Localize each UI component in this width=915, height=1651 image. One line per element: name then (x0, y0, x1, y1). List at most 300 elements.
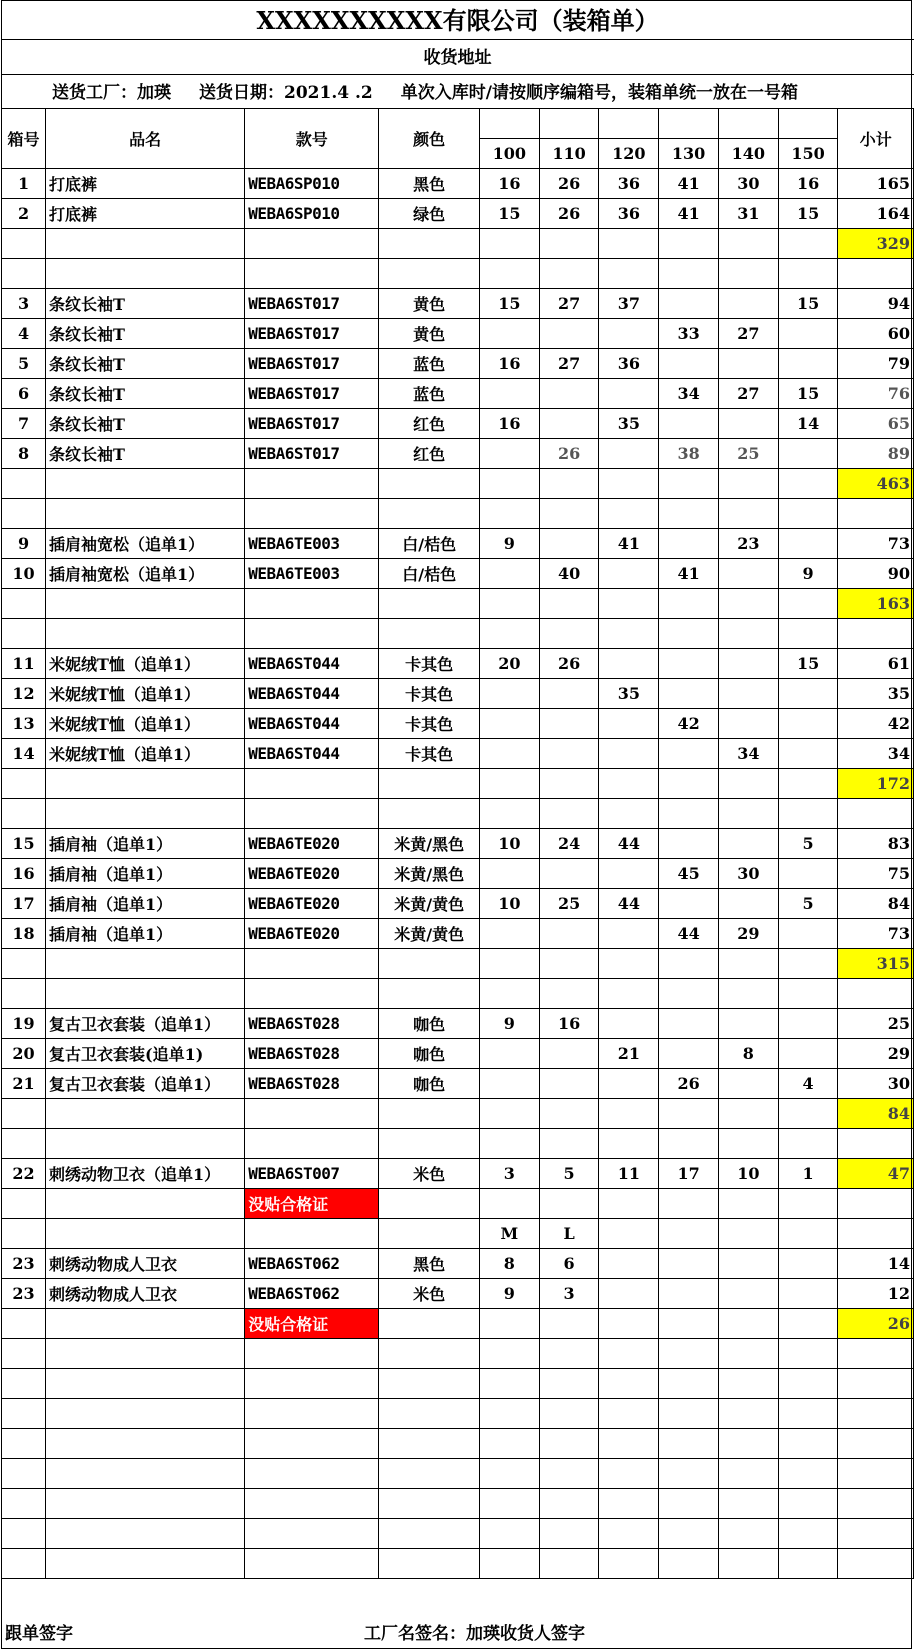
empty-cell (245, 619, 379, 649)
empty-cell (718, 1519, 778, 1549)
color-name: 卡其色 (379, 649, 480, 679)
size-qty: 27 (539, 289, 599, 319)
box-number: 18 (2, 919, 46, 949)
color-name: 咖色 (379, 1009, 480, 1039)
color-name: 米黄/黑色 (379, 829, 480, 859)
row-subtotal: 60 (838, 319, 914, 349)
empty-cell (539, 1099, 599, 1129)
empty-cell (46, 619, 245, 649)
size-qty (659, 649, 719, 679)
empty-cell (479, 1369, 539, 1399)
size-qty (659, 529, 719, 559)
size-qty (599, 439, 659, 469)
total-row (2, 1099, 914, 1129)
size-qty (778, 1009, 838, 1039)
empty-cell (479, 1339, 539, 1369)
size-qty: 17 (659, 1159, 719, 1189)
style-code: WEBA6ST017 (245, 289, 379, 319)
empty-cell (2, 1099, 46, 1129)
style-code: WEBA6ST007 (245, 1159, 379, 1189)
style-code: WEBA6ST017 (245, 349, 379, 379)
box-number: 8 (2, 439, 46, 469)
product-name: 条纹长袖T (46, 349, 245, 379)
size-qty (778, 679, 838, 709)
empty-cell (778, 1309, 838, 1339)
size-qty (778, 859, 838, 889)
empty-cell (539, 1399, 599, 1429)
group-total: 84 (838, 1099, 914, 1129)
size-qty (599, 709, 659, 739)
row-subtotal: 61 (838, 649, 914, 679)
empty-cell (838, 1339, 914, 1369)
group-total: 26 (838, 1309, 914, 1339)
col-product: 品名 (46, 109, 245, 169)
row-subtotal: 65 (838, 409, 914, 439)
table-row (2, 1279, 914, 1309)
header-row (2, 109, 914, 139)
color-name: 红色 (379, 409, 480, 439)
empty-cell (46, 1369, 245, 1399)
empty-cell (46, 1219, 245, 1249)
table-row (2, 709, 914, 739)
table-row (2, 349, 914, 379)
size-header: 150 (778, 139, 838, 169)
size-qty: 11 (599, 1159, 659, 1189)
empty-cell (599, 589, 659, 619)
size-qty (599, 919, 659, 949)
size-qty: 33 (659, 319, 719, 349)
warn_total-row (2, 1309, 914, 1339)
size-qty: 9 (479, 1279, 539, 1309)
empty-cell (479, 469, 539, 499)
row-subtotal: 76 (838, 379, 914, 409)
empty-cell (46, 1129, 245, 1159)
empty-cell (718, 469, 778, 499)
empty-cell (479, 799, 539, 829)
size-qty (718, 709, 778, 739)
style-code: WEBA6TE003 (245, 529, 379, 559)
packing-note: 单次入库时/请按顺序编箱号，装箱单统一放在一号箱 (400, 83, 798, 103)
delivery-info-line (52, 78, 915, 108)
empty-cell (379, 1309, 480, 1339)
color-name: 卡其色 (379, 709, 480, 739)
empty-cell (778, 799, 838, 829)
empty-cell (659, 469, 719, 499)
empty-cell (539, 469, 599, 499)
empty-cell (2, 499, 46, 529)
size-header (599, 1219, 659, 1249)
style-code: WEBA6ST028 (245, 1069, 379, 1099)
empty-cell (46, 1549, 245, 1579)
size-qty (479, 1069, 539, 1099)
product-name: 插肩袖（追单1） (46, 919, 245, 949)
color-name: 黑色 (379, 1249, 480, 1279)
box-number: 1 (2, 169, 46, 199)
empty-cell (245, 1489, 379, 1519)
empty-cell (599, 1129, 659, 1159)
row-subtotal: 79 (838, 349, 914, 379)
size-qty: 42 (659, 709, 719, 739)
product-name: 插肩袖宽松（追单1） (46, 559, 245, 589)
size-qty: 6 (539, 1249, 599, 1279)
size-qty: 25 (539, 889, 599, 919)
empty-cell (479, 1189, 539, 1219)
size-qty (599, 379, 659, 409)
empty-cell (2, 1369, 46, 1399)
empty-cell (46, 1339, 245, 1369)
empty-cell (838, 1519, 914, 1549)
size-qty (718, 1069, 778, 1099)
table-row (2, 169, 914, 199)
document-title: XXXXXXXXXX有限公司（装箱单） (256, 6, 659, 35)
product-name: 打底裤 (46, 169, 245, 199)
product-name: 复古卫衣套装(追单1) (46, 1039, 245, 1069)
row-subtotal: 84 (838, 889, 914, 919)
size-qty (599, 1279, 659, 1309)
size-qty: 36 (599, 199, 659, 229)
product-name: 米妮绒T恤（追单1） (46, 679, 245, 709)
size-qty: 21 (599, 1039, 659, 1069)
size-qty: 10 (479, 889, 539, 919)
empty-cell (479, 1129, 539, 1159)
size-qty: 34 (659, 379, 719, 409)
style-code: WEBA6SP010 (245, 169, 379, 199)
empty-cell (46, 799, 245, 829)
empty-cell (718, 229, 778, 259)
size-qty: 27 (539, 349, 599, 379)
size-qty: 16 (539, 1009, 599, 1039)
box-number: 6 (2, 379, 46, 409)
size-qty (778, 349, 838, 379)
empty-cell (2, 1399, 46, 1429)
empty-cell (718, 1129, 778, 1159)
size-qty: 44 (599, 829, 659, 859)
empty-cell (539, 1489, 599, 1519)
empty-cell (599, 469, 659, 499)
empty-cell (778, 589, 838, 619)
size-qty: 26 (659, 1069, 719, 1099)
empty-cell (659, 949, 719, 979)
empty-cell (838, 1369, 914, 1399)
empty-cell (718, 259, 778, 289)
size-group-cell (659, 109, 719, 139)
size-qty (479, 919, 539, 949)
size-qty (479, 439, 539, 469)
table-row (2, 919, 914, 949)
empty-cell (46, 1099, 245, 1129)
size-qty (718, 1249, 778, 1279)
follow-signature-label: 跟单签字 (5, 1624, 73, 1644)
box-number: 15 (2, 829, 46, 859)
empty-cell (718, 1549, 778, 1579)
empty-cell (2, 1489, 46, 1519)
box-number: 11 (2, 649, 46, 679)
empty-cell (838, 1189, 914, 1219)
empty-cell (778, 1459, 838, 1489)
empty-cell (2, 589, 46, 619)
empty-cell (659, 1429, 719, 1459)
empty-cell (379, 979, 480, 1009)
empty-cell (778, 1549, 838, 1579)
size-qty (718, 1279, 778, 1309)
empty-cell (539, 589, 599, 619)
empty-cell (379, 229, 480, 259)
size-qty (778, 1039, 838, 1069)
empty-cell (539, 1189, 599, 1219)
row-subtotal: 75 (838, 859, 914, 889)
size-qty (659, 889, 719, 919)
empty-cell (2, 979, 46, 1009)
empty-cell (46, 259, 245, 289)
size-qty (718, 679, 778, 709)
empty-cell (245, 499, 379, 529)
color-name: 卡其色 (379, 739, 480, 769)
empty-cell (718, 1459, 778, 1489)
empty-cell (778, 469, 838, 499)
style-code: WEBA6SP010 (245, 199, 379, 229)
product-name: 复古卫衣套装（追单1） (46, 1069, 245, 1099)
empty-cell (718, 1099, 778, 1129)
box-number: 12 (2, 679, 46, 709)
size-qty: 15 (479, 199, 539, 229)
size-qty: 16 (479, 409, 539, 439)
empty-cell (539, 769, 599, 799)
empty-cell (838, 499, 914, 529)
row-subtotal: 29 (838, 1039, 914, 1069)
size-qty: 4 (778, 1069, 838, 1099)
row-subtotal: 90 (838, 559, 914, 589)
row-subtotal: 89 (838, 439, 914, 469)
empty-cell (2, 229, 46, 259)
size-qty (718, 1009, 778, 1039)
row-subtotal: 42 (838, 709, 914, 739)
product-name: 插肩袖（追单1） (46, 889, 245, 919)
empty-cell (2, 1219, 46, 1249)
empty-cell (838, 979, 914, 1009)
size-header: L (539, 1219, 599, 1249)
color-name: 白/桔色 (379, 529, 480, 559)
box-number: 10 (2, 559, 46, 589)
empty-cell (718, 1399, 778, 1429)
empty-cell (718, 1369, 778, 1399)
row-subtotal: 30 (838, 1069, 914, 1099)
empty-cell (245, 259, 379, 289)
size-qty: 36 (599, 349, 659, 379)
size-qty (599, 1249, 659, 1279)
size-qty: 5 (778, 889, 838, 919)
size-qty: 1 (778, 1159, 838, 1189)
empty-cell (838, 1129, 914, 1159)
size-qty (659, 1249, 719, 1279)
empty-cell (379, 1489, 480, 1519)
size-qty (778, 1249, 838, 1279)
size-qty: 20 (479, 649, 539, 679)
empty-cell (539, 1339, 599, 1369)
size-qty: 26 (539, 169, 599, 199)
empty-cell (2, 619, 46, 649)
empty-cell (46, 1189, 245, 1219)
size-qty: 40 (539, 559, 599, 589)
size-qty (718, 829, 778, 859)
empty-cell (479, 979, 539, 1009)
size-qty: 41 (659, 169, 719, 199)
size-qty (659, 1009, 719, 1039)
empty-cell (778, 1399, 838, 1429)
size-qty: 26 (539, 649, 599, 679)
style-code: WEBA6ST044 (245, 679, 379, 709)
empty-cell (778, 949, 838, 979)
empty-cell (599, 1489, 659, 1519)
col-style-no: 款号 (245, 109, 379, 169)
color-name: 米黄/黑色 (379, 859, 480, 889)
table-row (2, 1009, 914, 1039)
empty-cell (718, 619, 778, 649)
color-name: 米黄/黄色 (379, 919, 480, 949)
product-name: 条纹长袖T (46, 379, 245, 409)
empty-cell (659, 799, 719, 829)
size-qty: 15 (778, 199, 838, 229)
size-qty (778, 529, 838, 559)
empty-cell (778, 229, 838, 259)
size-qty (778, 439, 838, 469)
box-number: 22 (2, 1159, 46, 1189)
empty-cell (659, 619, 719, 649)
empty-cell (599, 1519, 659, 1549)
row-subtotal: 12 (838, 1279, 914, 1309)
size-qty: 3 (479, 1159, 539, 1189)
empty-cell (718, 1429, 778, 1459)
size-qty: 29 (718, 919, 778, 949)
size-qty: 44 (599, 889, 659, 919)
empty-cell (245, 1519, 379, 1549)
empty-cell (479, 1489, 539, 1519)
color-name: 咖色 (379, 1039, 480, 1069)
empty-cell (539, 619, 599, 649)
box-number: 13 (2, 709, 46, 739)
size-qty: 15 (778, 379, 838, 409)
size-header: 100 (479, 139, 539, 169)
empty-cell (2, 469, 46, 499)
style-code: WEBA6ST017 (245, 319, 379, 349)
empty-cell (379, 1429, 480, 1459)
empty-cell (46, 1519, 245, 1549)
empty-cell (245, 799, 379, 829)
box-number: 23 (2, 1279, 46, 1309)
empty-cell (599, 1429, 659, 1459)
group-total: 315 (838, 949, 914, 979)
size-qty: 8 (479, 1249, 539, 1279)
size-qty: 14 (778, 409, 838, 439)
empty-cell (838, 259, 914, 289)
blank-row (2, 979, 914, 1009)
size-qty (599, 1069, 659, 1099)
empty-cell (2, 1459, 46, 1489)
empty-cell (718, 979, 778, 1009)
product-name: 条纹长袖T (46, 289, 245, 319)
empty-cell (379, 1099, 480, 1129)
blank-row (2, 259, 914, 289)
size-qty (718, 649, 778, 679)
style-code: WEBA6ST028 (245, 1039, 379, 1069)
color-name: 米色 (379, 1279, 480, 1309)
empty-cell (245, 1549, 379, 1579)
empty-cell (539, 229, 599, 259)
size-qty: 37 (599, 289, 659, 319)
empty-cell (659, 1399, 719, 1429)
size-qty (479, 679, 539, 709)
row-subtotal: 34 (838, 739, 914, 769)
empty-cell (718, 949, 778, 979)
size-qty: 15 (778, 289, 838, 319)
table-row (2, 859, 914, 889)
row-subtotal: 47 (838, 1159, 914, 1189)
empty-cell (659, 769, 719, 799)
size-qty: 31 (718, 199, 778, 229)
size-qty: 26 (539, 439, 599, 469)
empty-cell (379, 259, 480, 289)
row-subtotal: 25 (838, 1009, 914, 1039)
blank-row (2, 1429, 914, 1459)
style-code: WEBA6ST017 (245, 439, 379, 469)
box-number: 3 (2, 289, 46, 319)
table-row (2, 679, 914, 709)
empty-cell (245, 769, 379, 799)
empty-cell (479, 499, 539, 529)
empty-cell (659, 1189, 719, 1219)
size-qty: 41 (659, 559, 719, 589)
empty-cell (46, 769, 245, 799)
size-qty: 44 (659, 919, 719, 949)
table-row (2, 829, 914, 859)
style-code: WEBA6TE020 (245, 859, 379, 889)
empty-cell (379, 949, 480, 979)
style-code: WEBA6ST062 (245, 1279, 379, 1309)
color-name: 卡其色 (379, 679, 480, 709)
empty-cell (2, 1129, 46, 1159)
blank-row (2, 1339, 914, 1369)
empty-cell (718, 589, 778, 619)
box-number: 9 (2, 529, 46, 559)
size-qty (778, 709, 838, 739)
empty-cell (245, 949, 379, 979)
empty-cell (379, 1129, 480, 1159)
empty-cell (599, 619, 659, 649)
empty-cell (46, 1429, 245, 1459)
size-group-cell (778, 109, 838, 139)
box-number: 19 (2, 1009, 46, 1039)
size-qty (778, 739, 838, 769)
empty-cell (659, 589, 719, 619)
size-qty (479, 859, 539, 889)
empty-cell (659, 1129, 719, 1159)
table-row (2, 1039, 914, 1069)
empty-cell (539, 1549, 599, 1579)
size-qty: 34 (718, 739, 778, 769)
empty-cell (778, 259, 838, 289)
empty-cell (245, 1219, 379, 1249)
factory-label: 送货工厂：加瑛 (52, 83, 171, 103)
empty-cell (599, 499, 659, 529)
empty-cell (479, 769, 539, 799)
product-name: 插肩袖（追单1） (46, 829, 245, 859)
blank-row (2, 1369, 914, 1399)
empty-cell (838, 619, 914, 649)
table-row (2, 1249, 914, 1279)
empty-cell (479, 589, 539, 619)
color-name: 蓝色 (379, 349, 480, 379)
empty-cell (659, 1339, 719, 1369)
size-qty (718, 289, 778, 319)
